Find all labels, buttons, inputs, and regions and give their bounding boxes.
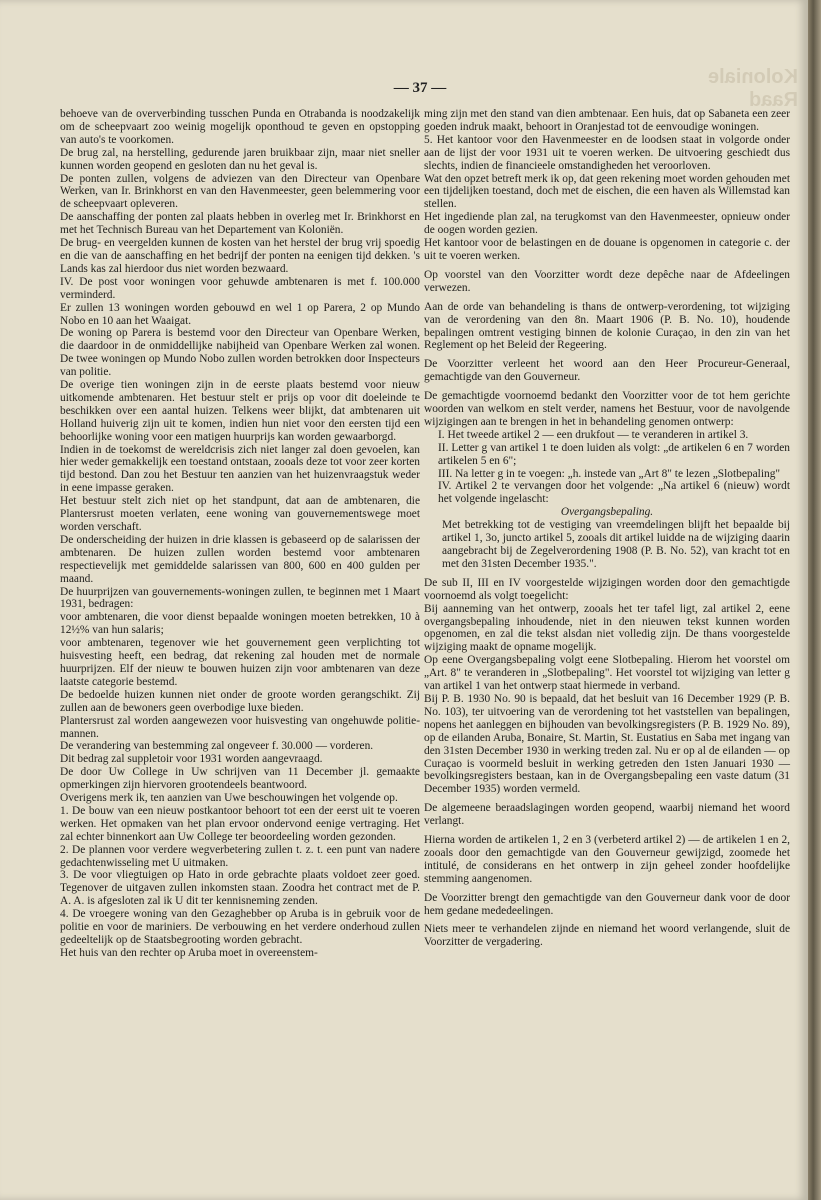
paragraph: Niets meer te verhandelen zijnde en niemand het woord verlangende, sluit de Voorzitter de vergadering. [424,923,790,949]
page-number: — 37 — [393,80,447,96]
paragraph: Wat den opzet betreft merk ik op, dat geen rekening moet worden gehouden met een tijdelijken toestand, doch met de eischen, die een haven als Willemstad kan stellen. [424,172,790,211]
paragraph: De bedoelde huizen kunnen niet onder de groote worden gerangschikt. Zij zullen aan de bewoners geen overbodige luxe bieden. [60,688,420,714]
paragraph: Het ingediende plan zal, na terugkomst van den Havenmeester, opnieuw onder de oogen worden gezien. [424,211,790,237]
amendment-item: IV. Artikel 2 te vervangen door het volgende: „Na artikel 6 (nieuw) wordt het volgende ingelascht: [438,480,790,506]
right-column [424,108,790,949]
paragraph: De Voorzitter brengt den gemachtigde van den Gouverneur dank voor de door hem gedane mededeelingen. [424,891,790,917]
paragraph: Op voorstel van den Voorzitter wordt deze depêche naar de Afdeelingen verwezen. [424,268,790,294]
paragraph: Het bestuur stelt zich niet op het standpunt, dat aan de ambtenaren, die Plantersrust moeten verlaten, eene woning van gouvernementswege moet worden verschaft. [60,495,420,533]
paragraph: 5. Het kantoor voor den Havenmeester en de loodsen staat in volgorde onder aan de lijst der voor 1931 uit te voeren werken. De uitvoering geschiedt dus slechts, indien de financieele omstandigheden het veroorloven. [424,133,790,172]
paragraph: Er zullen 13 woningen worden gebouwd en wel 1 op Parera, 2 op Mundo Nobo en 10 aan het Waaigat. [60,301,420,327]
paragraph: De brug- en veergelden kunnen de kosten van het herstel der brug vrij spoedig en die van de aanschaffing en het bedrijf der ponten na eenigen tijd dekken. 's Lands kas zal hierdoor dus niet worden bezwaard. [60,237,420,275]
paragraph: De Voorzitter verleent het woord aan den Heer Procureur-Generaal, gemachtigde van den Gouverneur. [424,358,790,384]
paragraph: 3. De voor vliegtuigen op Hato in orde gebrachte plaats voldoet zeer goed. Tegenover de uitgaven zullen inkomsten staan. Zoodra het contract met de P. A. A. is afgesloten zal ik U dit ter kennisneming zenden. [60,869,420,908]
paragraph: 1. De bouw van een nieuw postkantoor behoort tot een der eerst uit te voeren werken. Het opmaken van het plan ervoor ondervond eenige vertraging. Het zal echter binnenkort aan Uw College ter beoordeeling worden gezonden. [60,804,420,843]
paragraph: voor ambtenaren, tegenover wie het gouvernement geen verplichting tot huisvesting heeft, een bedrag, dat rekening zal houden met de normale huurprijzen. Elf der nieuw te bouwen huizen zijn voor ambtenaren van deze laatste categorie bestemd. [60,637,420,688]
paragraph: De brug zal, na herstelling, gedurende jaren bruikbaar zijn, maar niet sneller kunnen worden geopend en gesloten dan nu het geval is. [60,146,420,172]
paragraph: Indien in de toekomst de wereldcrisis zich niet langer zal doen gevoelen, kan hier weder gemakkelijk een toestand ontstaan, zooals deze tot voor zeer korten tijd bestond. Dan zou het Bestuur ten aanzien van het huizenvraagstuk weder in eene impasse geraken. [60,443,420,495]
amendment-item: I. Het tweede artikel 2 — een drukfout — te veranderen in artikel 3. [438,428,749,441]
paragraph: De aanschaffing der ponten zal plaats hebben in overleg met Ir. Brinkhorst en met het Technisch Bureau van het Departement van Koloniën. [60,211,420,237]
amendment-item: II. Letter g van artikel 1 te doen luiden als volgt: „de artikelen 6 en 7 worden artikelen 5 en 6"; [438,441,790,467]
paragraph: ming zijn met den stand van dien ambtenaar. Een huis, dat op Sabaneta een zeer goeden indruk maakt, behoort in Oranjestad tot de eenvoudige woningen. [424,108,790,133]
paragraph: IV. De post voor woningen voor gehuwde ambtenaren is met f. 100.000 verminderd. [60,275,420,301]
section-heading: Overgangsbepaling. [560,506,654,519]
paragraph: Overigens merk ik, ten aanzien van Uwe beschouwingen het volgende op. [60,792,398,805]
paragraph: Met betrekking tot de vestiging van vreemdelingen blijft het bepaalde bij artikel 1, 3o, juncto artikel 5, zooals dit artikel luidde na de wijziging daarin aangebracht bij de Zegelverordening 1908 (P. B. No. 52), van kracht tot en met den 31sten December 1935.". [442,519,790,570]
paragraph: Hierna worden de artikelen 1, 2 en 3 (verbeterd artikel 2) — de artikelen 1 en 2, zooals door den gemachtigde van den Gouverneur gewijzigd, zoomede het intitulé, de considerans en het ontwerp in zijn geheel zonder hoofdelijke stemming aangenomen. [424,834,790,885]
paragraph: Op eene Overgangsbepaling volgt eene Slotbepaling. Hierom het voorstel om „Art. 8" te veranderen in „Slotbepaling". Het voorstel tot wijziging van letter g van artikel 1 van het ontwerp staat hiermede in verband. [424,654,790,693]
paragraph: 2. De plannen voor verdere wegverbetering zullen t. z. t. een punt van nadere gedachtenwisseling met U uitmaken. [60,843,420,869]
paragraph: Aan de orde van behandeling is thans de ontwerp-verordening, tot wijziging van de verordening van den 8n. Maart 1906 (P. B. No. 10), houdende bepalingen omtrent vestiging binnen de kolonie Curaçao, in den zin van het Reglement op het Beleid der Regeering. [424,300,790,352]
paragraph: Het huis van den rechter op Aruba moet in overeenstem- [60,946,318,959]
paragraph: De verandering van bestemming zal ongeveer f. 30.000 — vorderen. [60,740,374,753]
paragraph: De gemachtigde voornoemd bedankt den Voorzitter voor de tot hem gerichte woorden van welkom en stelt verder, namens het Bestuur, voor de navolgende wijzigingen aan te brengen in het in behandeling genomen ontwerp: [424,390,790,428]
paragraph: Dit bedrag zal suppletoir voor 1931 worden aangevraagd. [60,753,323,766]
paragraph: 4. De vroegere woning van den Gezaghebber op Aruba is in gebruik voor de politie en voor de mariniers. De verbouwing en het verdere onderhoud zullen gedeeltelijk op de Staatsbegrooting worden gebracht. [60,908,420,946]
paragraph: Bij P. B. 1930 No. 90 is bepaald, dat het besluit van 16 December 1929 (P. B. No. 103), ter uitvoering van de verordening tot het vaststellen van bepalingen, nopens het aanleggen en bijhouden van bevolkingsregisters (P. B. 1929 No. 89), op de eilanden Aruba, Bonaire, St. Martin, St. Eustatius en Saba met ingang van den 31sten December 1930 in werking treden zal. Nu er op al de eilanden — op Curaçao is voormeld besluit in werking getreden den 1sten Januari 1930 — bevolkingsregisters bestaan, kan in de Overgangsbepaling een vaste datum (31 December 1935) worden vermeld. [424,692,790,796]
paragraph: behoeve van de oververbinding tusschen Punda en Otrabanda is noodzakelijk om de scheepvaart zoo weinig mogelijk oponthoud te geven en opstopping van auto's te voorkomen. [60,108,420,146]
paragraph: De ponten zullen, volgens de adviezen van den Directeur van Openbare Werken, van Ir. Brinkhorst en van den Havenmeester, geen belemmering voor de scheepvaart opleveren. [60,172,420,211]
paragraph: Het kantoor voor de belastingen en de douane is opgenomen in categorie c. der uit te voeren werken. [424,237,790,262]
paragraph: Bij aanneming van het ontwerp, zooals het ter tafel ligt, zal artikel 2, eene overgangsbepaling inhoudende, niet in den nieuwen tekst kunnen worden opgenomen, en zal die tekst alsdan niet volledig zijn. De thans voorgestelde wijziging maakt de opname mogelijk. [424,602,790,654]
paragraph: De woning op Parera is bestemd voor den Directeur van Openbare Werken, die daardoor in de onmiddellijke nabijheid van Openbare Werken zal wonen. De twee woningen op Mundo Nobo zullen worden betrokken door Inspecteurs van politie. [60,327,420,379]
paragraph: De sub II, III en IV voorgestelde wijzigingen worden door den gemachtigde voornoemd als volgt toegelicht: [424,576,790,602]
paragraph: voor ambtenaren, die voor dienst bepaalde woningen moeten betrekken, 10 à 12½% van hun salaris; [60,611,420,637]
bleed-through-header: Koloniale Raad [707,66,798,111]
left-column [60,108,420,960]
binding-edge [808,0,821,1200]
paragraph: Plantersrust zal worden aangewezen voor huisvesting van ongehuwde politie-mannen. [60,714,420,740]
paragraph: De onderscheiding der huizen in drie klassen is gebaseerd op de salarissen der ambtenaren. De huizen zullen worden bestemd voor ambtenaren respectievelijk met gemiddelde salarissen van 800, 600 en 400 gulden per maand. [60,533,420,585]
amendment-item: III. Na letter g in te voegen: „h. instede van „Art 8" te lezen „Slotbepaling" [438,467,781,480]
paragraph: De door Uw College in Uw schrijven van 11 December jl. gemaakte opmerkingen zijn hiervoren grootendeels beantwoord. [60,766,420,792]
paragraph: De overige tien woningen zijn in de eerste plaats bestemd voor nieuw uitkomende ambtenaren. Het bestuur stelt er prijs op voor dit doeleinde te beschikken over een aantal huizen. Telkens weer blijkt, dat ambtenaren uit Holland huiverig zijn uit te komen, indien hun niet voor den eersten tijd een behoorlijke woning voor een matigen huurprijs kan worden gewaarborgd. [60,379,420,443]
paragraph: De algemeene beraadslagingen worden geopend, waarbij niemand het woord verlangt. [424,802,790,828]
paragraph: De huurprijzen van gouvernements-woningen zullen, te beginnen met 1 Maart 1931, bedragen: [60,585,420,611]
